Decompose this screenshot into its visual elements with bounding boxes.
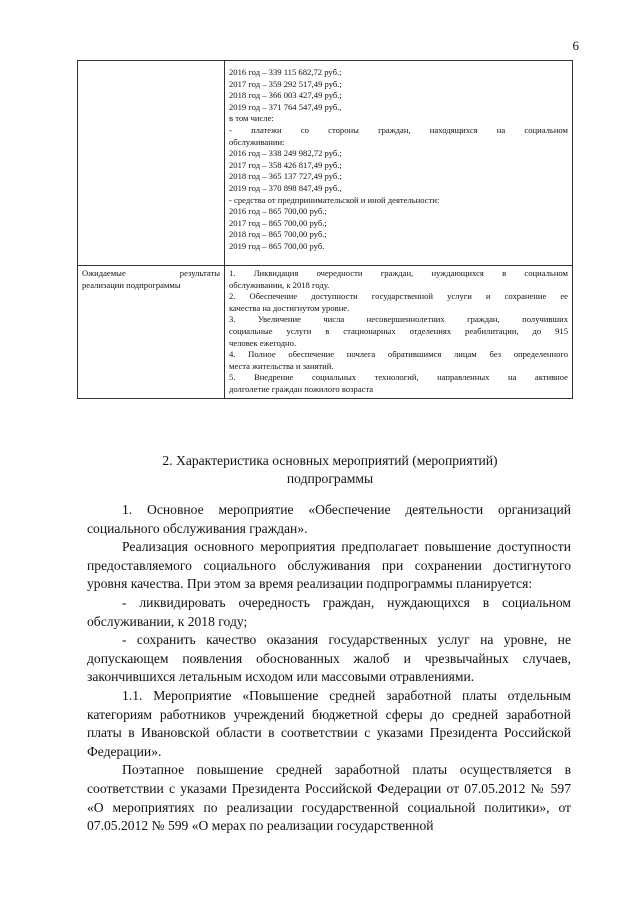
funding-line: 2016 год – 339 115 682,72 руб.; xyxy=(229,67,342,77)
paragraph: - сохранить качество оказания государственных услуг на уровне, не допускающем появления обоснованных жалоб и чрезвычайных случаев, закончившихся летальным исходом или массовыми отравлениями. xyxy=(87,632,571,685)
funding-line: 2016 год – 865 700,00 руб.; xyxy=(229,206,327,217)
funding-line: 2018 год – 366 003 427,49 руб.; xyxy=(229,90,342,101)
funding-line: 2018 год – 865 700,00 руб.; xyxy=(229,229,327,240)
table-row-funding xyxy=(78,61,573,266)
funding-line: 2017 год – 865 700,00 руб.; xyxy=(229,217,327,228)
result-line: 2. Обеспечение доступности государственной услуги и сохранение ее xyxy=(229,291,568,302)
funding-line: 2019 год – 371 764 547,49 руб., xyxy=(229,101,342,112)
result-line: 3. Увеличение числа несовершеннолетних граждан, получивших xyxy=(229,314,568,325)
table-cell-empty xyxy=(78,61,225,266)
funding-line: 2019 год – 370 898 847,49 руб., xyxy=(229,182,342,193)
funding-line: 2017 год – 359 292 517,49 руб.; xyxy=(229,78,342,89)
section-heading-line: 2. Характеристика основных мероприятий (мероприятий) xyxy=(162,453,498,468)
results-label: реализации подпрограммы xyxy=(82,279,181,290)
results-label-cell xyxy=(78,266,225,399)
results-cell xyxy=(225,266,573,399)
funding-line: 2019 год – 865 700,00 руб. xyxy=(229,240,325,251)
section-body xyxy=(87,501,571,836)
paragraph: 1. Основное мероприятие «Обеспечение деятельности организаций социального обслуживания граждан». xyxy=(87,502,571,536)
paragraph: Реализация основного мероприятия предполагает повышение доступности предоставляемого социального обслуживания при сохранении достигнутого уровня качества. При этом за время реализации подпрограммы планируется: xyxy=(87,539,571,592)
result-line: социальные услуги в стационарных отделениях реабилитации, до 915 xyxy=(229,325,568,336)
paragraph: 1.1. Мероприятие «Повышение средней заработной платы отдельным категориям работников учреждений бюджетной сферы до средней заработной платы в Ивановской области в соответствии с указами Президента Российской Федерации». xyxy=(87,687,571,759)
table-row-results xyxy=(78,266,573,399)
result-line: 1. Ликвидация очередности граждан, нуждающихся в социальном xyxy=(229,268,568,278)
result-line: обслуживании, к 2018 году. xyxy=(229,279,330,290)
paragraph: Поэтапное повышение средней заработной платы осуществляется в соответствии с указами Президента Российской Федерации от 07.05.2012 № 597 «О мероприятиях по реализации государственной социальной политики», от 07.05.2012 № 599 «О мерах по реализации государственной xyxy=(87,762,571,834)
funding-line: обслуживании: xyxy=(229,136,285,147)
section-heading xyxy=(90,452,570,488)
result-line: человек ежегодно. xyxy=(229,337,297,348)
result-line: 5. Внедрение социальных технологий, направленных на активное xyxy=(229,372,568,383)
funding-line: в том числе: xyxy=(229,113,274,124)
result-line: 4. Полное обеспечение ночлега обратившимся лицам без определенного xyxy=(229,349,568,360)
funding-line: - платежи со стороны граждан, находящихся на социальном xyxy=(229,124,568,135)
page-number: 6 xyxy=(572,38,579,53)
paragraph: - ликвидировать очередность граждан, нуждающихся в социальном обслуживании, к 2018 году; xyxy=(87,594,571,629)
result-line: места жительства и занятий. xyxy=(229,360,334,371)
funding-line: 2018 год – 365 137 727,49 руб.; xyxy=(229,171,342,182)
funding-line: 2017 год – 358 426 817,49 руб.; xyxy=(229,159,342,170)
funding-line: - средства от предпринимательской и иной деятельности: xyxy=(229,194,440,205)
result-line: качества на достигнутом уровне. xyxy=(229,302,350,313)
funding-cell xyxy=(225,61,573,266)
results-label: Ожидаемые результаты xyxy=(82,268,220,278)
funding-line: 2016 год – 338 249 982,72 руб.; xyxy=(229,148,342,159)
section-heading-line: подпрограммы xyxy=(286,471,374,486)
result-line: долголетие граждан пожилого возраста xyxy=(229,383,374,394)
program-passport-table xyxy=(77,60,573,399)
